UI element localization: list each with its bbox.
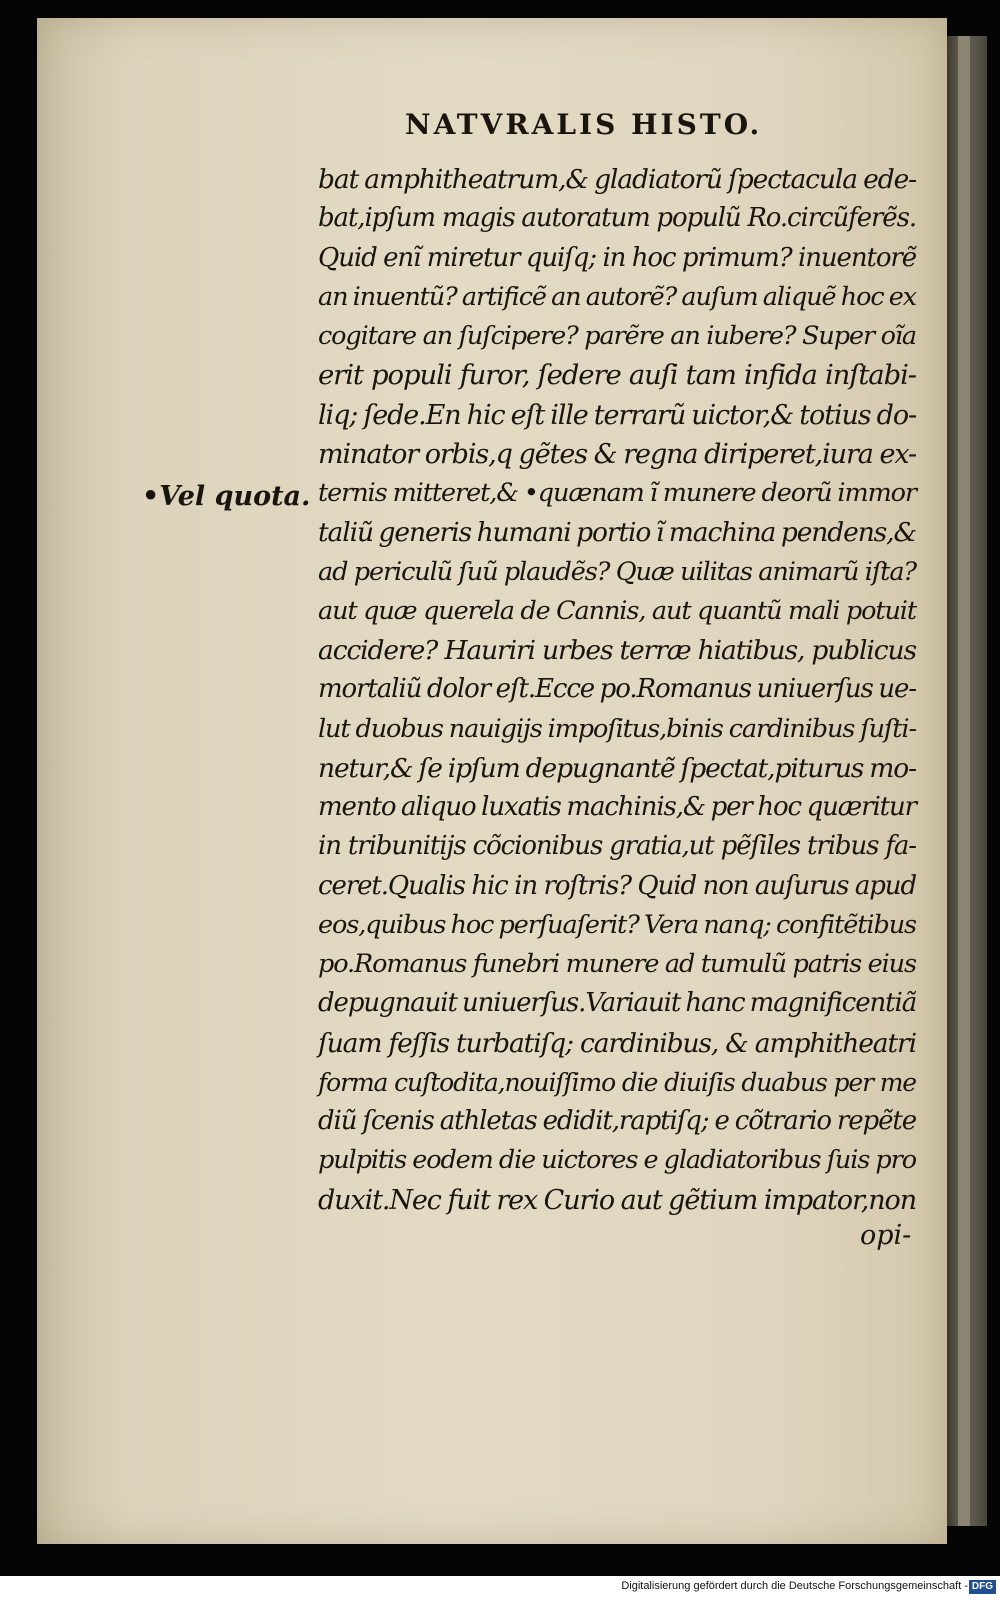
marginal-note: •Vel quota. [142, 481, 311, 512]
text-line: diũ ſcenis athletas edidit,raptiſq; e cõtrario repẽte [318, 1106, 916, 1136]
text-line: bat amphitheatrum,& gladiatorũ ſpectacula ede- [318, 164, 916, 195]
catchword: opi- [860, 1220, 912, 1251]
text-line: forma cuſtodita,nouiſſimo die diuiſis duabus per me [318, 1067, 916, 1097]
text-line: ſuam feſſis turbatiſq; cardinibus, & amphitheatri [318, 1027, 916, 1059]
text-line: erit populi furor, ſedere auſi tam infida inſtabi- [318, 359, 916, 392]
footer-bar [0, 1576, 1000, 1600]
text-line: an inuentũ? artificẽ an autorẽ? auſum aliquẽ hoc ex [318, 281, 916, 312]
page-edge-inner [958, 36, 970, 1526]
footer-credit: Digitalisierung gefördert durch die Deutsche Forschungsgemeinschaft - [621, 1580, 968, 1592]
text-line: ad periculũ ſuũ plaudẽs? Quæ uilitas animarũ iſta? [318, 556, 916, 587]
text-line: mortaliũ dolor eſt.Ecce po.Romanus uniuerſus ue- [318, 674, 916, 705]
text-line: accidere? Hauriri urbes terræ hiatibus, publicus [318, 635, 916, 666]
text-line: ceret.Qualis hic in roſtris? Quid non auſurus apud [318, 870, 916, 901]
text-line: po.Romanus funebri munere ad tumulũ patris eius [318, 949, 916, 979]
text-line: cogitare an ſuſcipere? parẽre an iubere? Super oĩa [318, 321, 916, 351]
running-head: NATVRALIS HISTO. [405, 108, 763, 141]
text-line: Quid enĩ miretur quiſq; in hoc primum? inuentorẽ [318, 242, 916, 273]
text-line: liq; ſede.En hic eſt ille terrarũ uictor,& totius do- [318, 399, 916, 431]
text-line: minator orbis,q gẽtes & regna diriperet,iura ex- [318, 438, 916, 470]
text-line: duxit.Nec fuit rex Curio aut gẽtium impator,non [318, 1184, 916, 1216]
text-line: pulpitis eodem die uictores e gladiatoribus ſuis pro [318, 1145, 916, 1176]
text-line: depugnauit uniuerſus.Variauit hanc magnificentiã [318, 988, 917, 1019]
text-line: in tribunitijs cõcionibus gratia,ut pẽſiles tribus fa- [318, 831, 916, 862]
text-line: mento aliquo luxatis machinis,& per hoc quæritur [318, 792, 916, 822]
text-line: lut duobus nauigijs impoſitus,binis cardinibus ſuſti- [318, 713, 916, 744]
text-line: eos,quibus hoc perſuaſerit? Vera nanq; confitẽtibus [318, 909, 916, 940]
dfg-logo: DFG [969, 1580, 996, 1594]
text-line: ternis mitteret,& •quænam ĩ munere deorũ immor [318, 478, 916, 508]
text-line: taliũ generis humani portio ĩ machina pendens,& [318, 517, 916, 549]
text-line: bat,ipſum magis autoratum populũ Ro.circũferẽs. [318, 203, 916, 234]
body-text [318, 160, 916, 1220]
text-line: netur,& ſe ipſum depugnantẽ ſpectat,piturus mo- [318, 752, 916, 784]
text-line: aut quæ querela de Cannis, aut quantũ mali potuit [318, 595, 916, 626]
